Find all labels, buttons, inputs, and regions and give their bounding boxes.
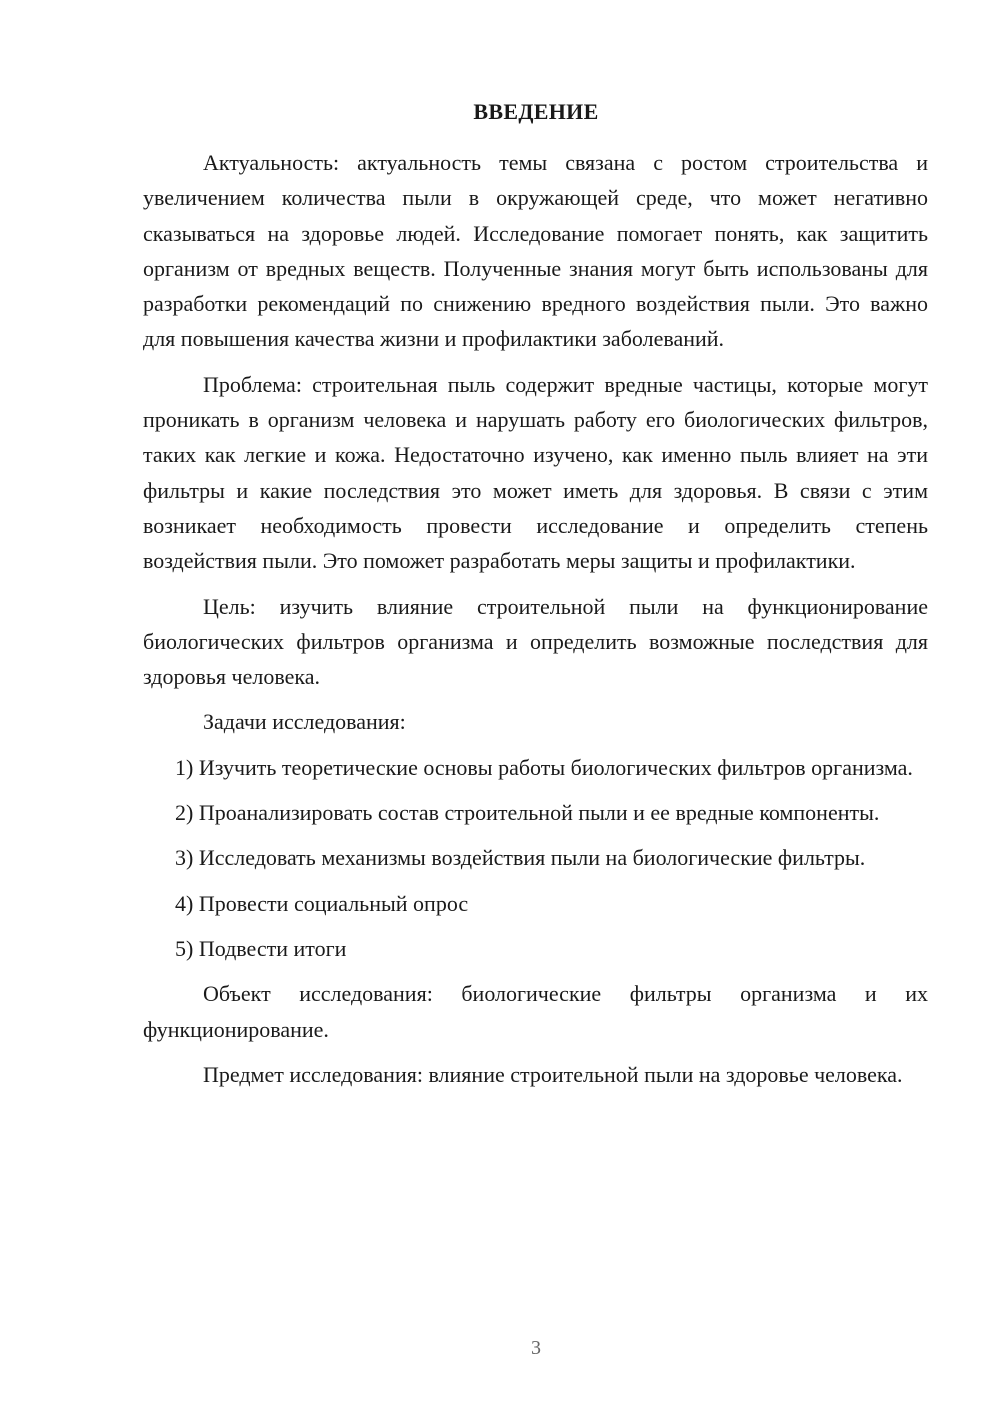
relevance-paragraph: Актуальность: актуальность темы связана с ростом строительства и увеличением количества пыли в окружающей среде, что может негативно сказываться на здоровье людей. Исследование помогает понять, как защитить организм от вредных веществ. Полученные знания могут быть использованы для разработки рекомендаций по снижению вредного воздействия пыли. Это важно для повышения качества жизни и профилактики заболеваний. — [143, 150, 928, 352]
task-item-4: 4) Провести социальный опрос — [175, 890, 469, 916]
task-item-1: 1) Изучить теоретические основы работы биологических фильтров организма. — [175, 754, 913, 780]
page-title: ВВЕДЕНИЕ — [473, 99, 599, 124]
task-item-3: 3) Исследовать механизмы воздействия пыли на биологические фильтры. — [175, 845, 866, 871]
document-body — [143, 145, 928, 1102]
object-paragraph: Объект исследования: биологические фильтры организма и их функционирование. — [143, 981, 928, 1042]
problem-paragraph: Проблема: строительная пыль содержит вредные частицы, которые могут проникать в организм человека и нарушать работу его биологических фильтров, таких как легкие и кожа. Недостаточно изучено, как именно пыль влияет на эти фильтры и какие последствия это может иметь для здоровья. В связи с этим возникает необходимость провести исследование и определить степень воздействия пыли. Это поможет разработать меры защиты и профилактики. — [143, 371, 928, 574]
task-item-5: 5) Подвести итоги — [175, 935, 347, 961]
page-number: 3 — [531, 1337, 541, 1359]
goal-paragraph: Цель: изучить влияние строительной пыли на функционирование биологических фильтров организма и определить возможные последствия для здоровья человека. — [143, 593, 928, 690]
task-item-2: 2) Проанализировать состав строительной пыли и ее вредные компоненты. — [175, 800, 880, 826]
tasks-heading: Задачи исследования: — [203, 709, 406, 735]
subject-paragraph: Предмет исследования: влияние строительной пыли на здоровье человека. — [203, 1061, 903, 1087]
